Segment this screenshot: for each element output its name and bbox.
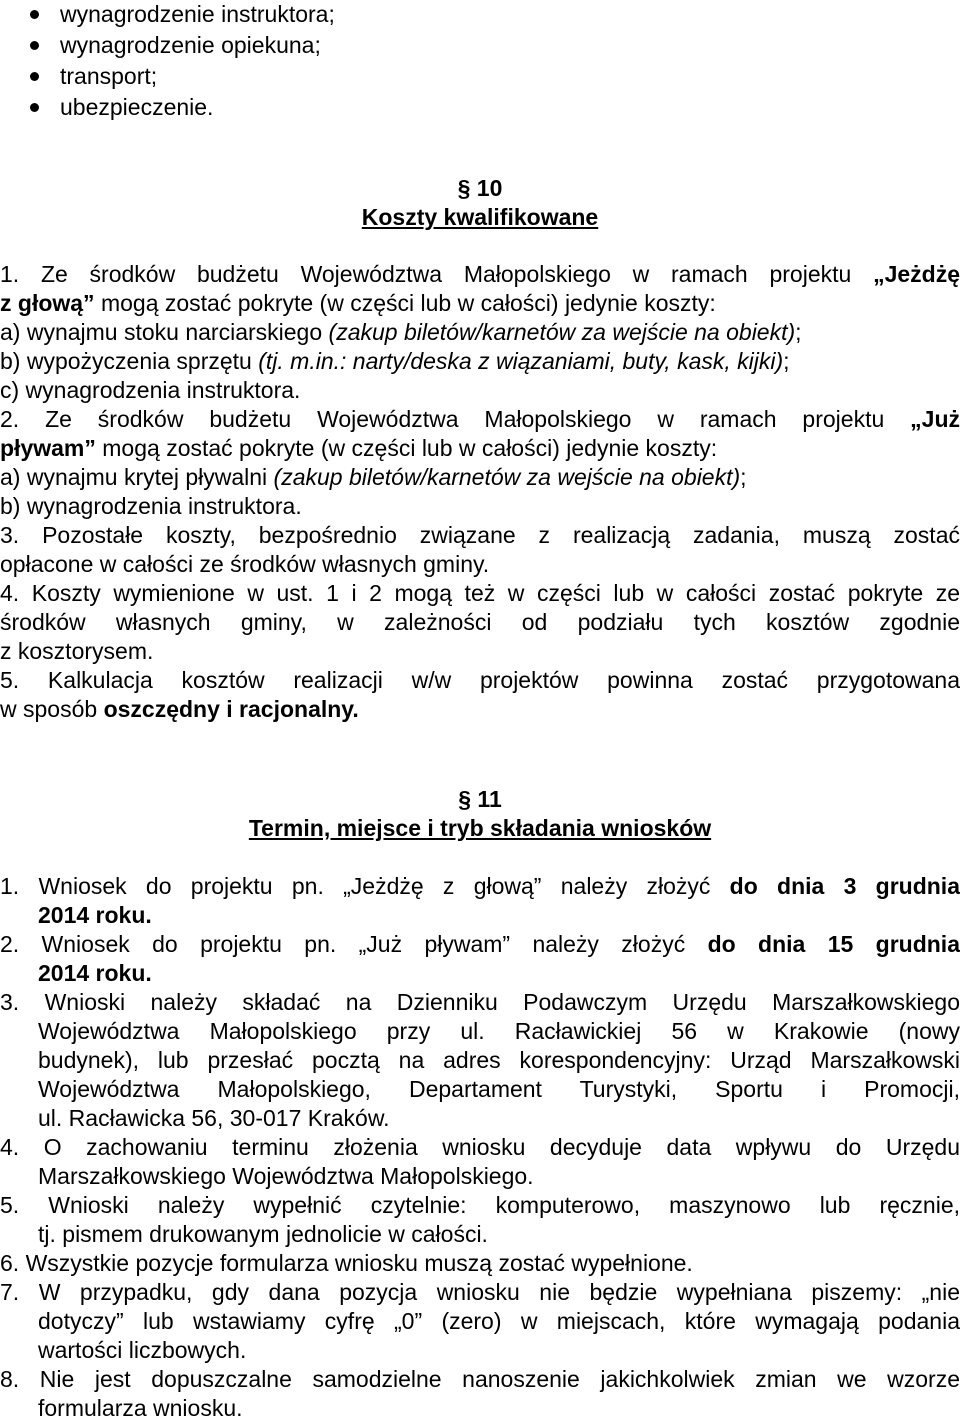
cost-bullet-list [30,0,930,124]
paragraph-line: 3. Wnioski należy składać na Dzienniku Podawczym Urzędu Marszałkowskiego [0,989,960,1015]
section-10-number: § 10 [457,175,503,201]
paragraph-line: 5. Wnioski należy wypełnić czytelnie: komputerowo, maszynowo lub ręcznie, [0,1192,960,1218]
paragraph-line: tj. pismem drukowanym jednolicie w całości. [38,1221,488,1247]
bullet-item [30,0,930,31]
paragraph-line: a) wynajmu krytej pływalni (zakup biletów/karnetów za wejście na obiekt); [0,464,747,490]
paragraph-line: opłacone w całości ze środków własnych gminy. [0,551,490,577]
bullet-dot [30,41,39,50]
bullet-item [30,31,930,62]
paragraph-line: 4. Koszty wymienione w ust. 1 i 2 mogą też w części lub w całości zostać pokryte ze [0,580,960,606]
section-11-heading [0,785,960,843]
paragraph-line: 1. Wniosek do projektu pn. „Jeżdżę z głową” należy złożyć do dnia 3 grudnia [0,873,960,899]
bullet-item [30,93,930,124]
paragraph-line: 1. Ze środków budżetu Województwa Małopolskiego w ramach projektu „Jeżdżę [0,261,960,287]
bullet-text: wynagrodzenie opiekuna; [60,32,321,58]
bullet-text: wynagrodzenie instruktora; [60,1,335,27]
bullet-item [30,62,930,93]
paragraph-line: a) wynajmu stoku narciarskiego (zakup biletów/karnetów za wejście na obiekt); [0,319,802,345]
paragraph-line: dotyczy” lub wstawiamy cyfrę „0” (zero) w miejscach, które wymagają podania [38,1308,960,1334]
paragraph-line: b) wypożyczenia sprzętu (tj. m.in.: narty/deska z wiązaniami, buty, kask, kijki); [0,348,790,374]
paragraph-line: 2. Ze środków budżetu Województwa Małopolskiego w ramach projektu „Już [0,406,960,432]
paragraph-line: budynek), lub przesłać pocztą na adres korespondencyjny: Urząd Marszałkowski [38,1047,960,1073]
paragraph-line: z kosztorysem. [0,638,154,664]
paragraph-line: środków własnych gminy, w zależności od podziału tych kosztów zgodnie [0,609,960,635]
section-11-number: § 11 [458,786,502,812]
bullet-dot [30,103,39,112]
section-11-body [0,872,960,1423]
paragraph-line: formularza wniosku. [38,1395,243,1421]
section-10-heading [0,174,960,232]
paragraph-line: c) wynagrodzenia instruktora. [0,377,301,403]
paragraph-line: Województwa Małopolskiego, Departament Turystyki, Sportu i Promocji, [38,1076,960,1102]
paragraph-line: 4. O zachowaniu terminu złożenia wniosku decyduje data wpływu do Urzędu [0,1134,960,1160]
paragraph-line: z głową” mogą zostać pokryte (w części lub w całości) jedynie koszty: [0,290,716,316]
section-10-body [0,260,960,724]
paragraph-line: b) wynagrodzenia instruktora. [0,493,302,519]
paragraph-line: 2014 roku. [38,960,152,986]
paragraph-line: Marszałkowskiego Województwa Małopolskiego. [38,1163,534,1189]
paragraph-line: pływam” mogą zostać pokryte (w części lub w całości) jedynie koszty: [0,435,718,461]
bullet-dot [30,72,39,81]
paragraph-line: 3. Pozostałe koszty, bezpośrednio związane z realizacją zadania, muszą zostać [0,522,960,548]
paragraph-line: 7. W przypadku, gdy dana pozycja wniosku nie będzie wypełniana piszemy: „nie [0,1279,960,1305]
bullet-dot [30,10,39,19]
paragraph-line: 2014 roku. [38,902,152,928]
paragraph-line: 5. Kalkulacja kosztów realizacji w/w projektów powinna zostać przygotowana [0,667,960,693]
paragraph-line: w sposób oszczędny i racjonalny. [0,696,359,722]
section-11-title: Termin, miejsce i tryb składania wniosków [248,815,712,841]
paragraph-line: 8. Nie jest dopuszczalne samodzielne nanoszenie jakichkolwiek zmian we wzorze [0,1366,960,1392]
paragraph-line: 2. Wniosek do projektu pn. „Już pływam” należy złożyć do dnia 15 grudnia [0,931,960,957]
paragraph-line: ul. Racławicka 56, 30-017 Kraków. [38,1105,390,1131]
paragraph-line: wartości liczbowych. [38,1337,247,1363]
paragraph-line: Województwa Małopolskiego przy ul. Racławickiej 56 w Krakowie (nowy [38,1018,960,1044]
section-10-title: Koszty kwalifikowane [361,204,599,230]
paragraph-line: 6. Wszystkie pozycje formularza wniosku muszą zostać wypełnione. [0,1250,693,1276]
bullet-text: transport; [60,63,158,89]
bullet-text: ubezpieczenie. [60,94,214,120]
